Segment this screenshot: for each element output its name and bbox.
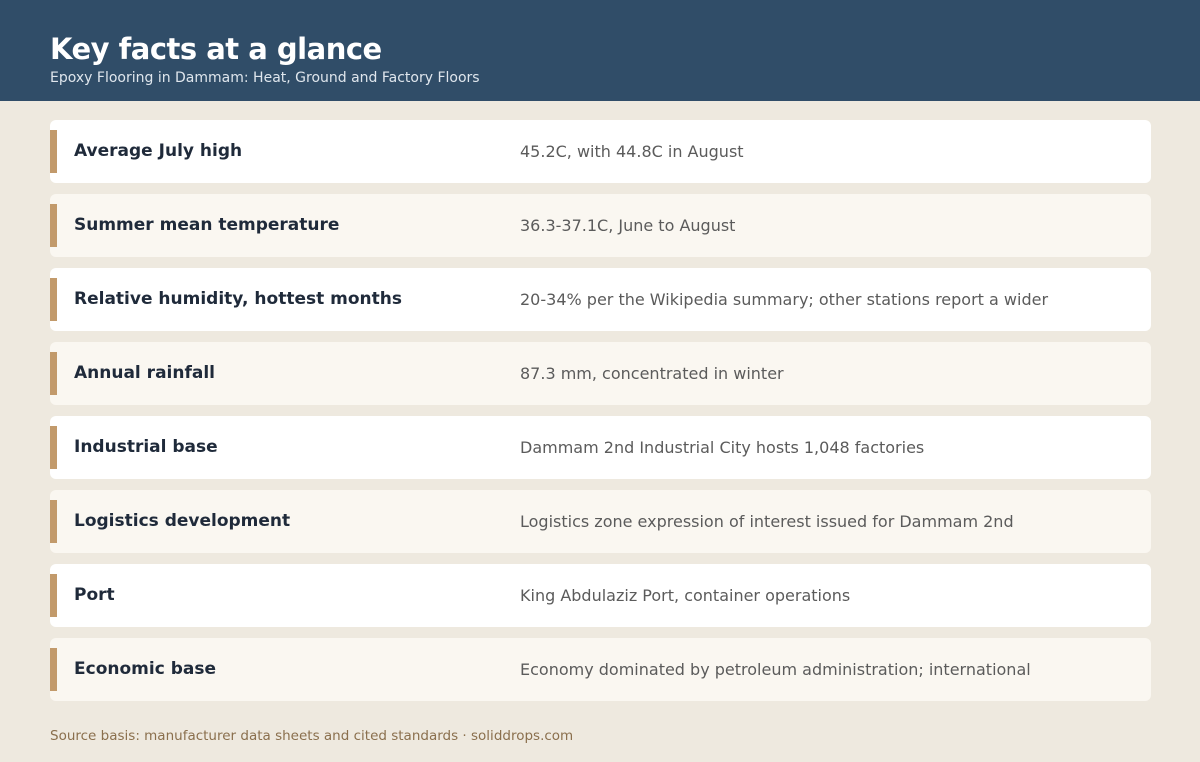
facts-list — [50, 120, 1151, 712]
fact-value: 45.2C, with 44.8C in August — [520, 142, 744, 161]
fact-label: Annual rainfall — [74, 363, 215, 383]
fact-value: 20-34% per the Wikipedia summary; other stations report a wider — [520, 290, 1049, 309]
fact-label: Industrial base — [74, 437, 218, 457]
fact-label: Logistics development — [74, 511, 291, 531]
fact-value: King Abdulaziz Port, container operations — [520, 586, 851, 605]
fact-row-summer-mean-temperature — [50, 194, 1151, 257]
page-title: Key facts at a glance — [50, 32, 382, 66]
fact-label: Relative humidity, hottest months — [74, 289, 402, 309]
fact-value: 36.3-37.1C, June to August — [520, 216, 736, 235]
accent-bar — [50, 426, 57, 469]
accent-bar — [50, 500, 57, 543]
fact-label: Port — [74, 585, 115, 605]
fact-row-industrial-base — [50, 416, 1151, 479]
header-banner — [0, 0, 1200, 101]
accent-bar — [50, 648, 57, 691]
fact-value: Dammam 2nd Industrial City hosts 1,048 factories — [520, 438, 925, 457]
fact-value: Logistics zone expression of interest issued for Dammam 2nd — [520, 512, 1014, 531]
accent-bar — [50, 130, 57, 173]
fact-value: 87.3 mm, concentrated in winter — [520, 364, 784, 383]
accent-bar — [50, 278, 57, 321]
source-footnote: Source basis: manufacturer data sheets and cited standards · soliddrops.com — [50, 728, 574, 744]
accent-bar — [50, 352, 57, 395]
fact-row-annual-rainfall — [50, 342, 1151, 405]
accent-bar — [50, 574, 57, 617]
fact-row-logistics-development — [50, 490, 1151, 553]
accent-bar — [50, 204, 57, 247]
fact-label: Economic base — [74, 659, 216, 679]
fact-value: Economy dominated by petroleum administration; international — [520, 660, 1031, 679]
fact-label: Summer mean temperature — [74, 215, 340, 235]
fact-label: Average July high — [74, 141, 243, 161]
page-subtitle: Epoxy Flooring in Dammam: Heat, Ground and Factory Floors — [50, 70, 480, 86]
fact-row-port — [50, 564, 1151, 627]
fact-row-relative-humidity — [50, 268, 1151, 331]
fact-row-economic-base — [50, 638, 1151, 701]
fact-row-average-july-high — [50, 120, 1151, 183]
